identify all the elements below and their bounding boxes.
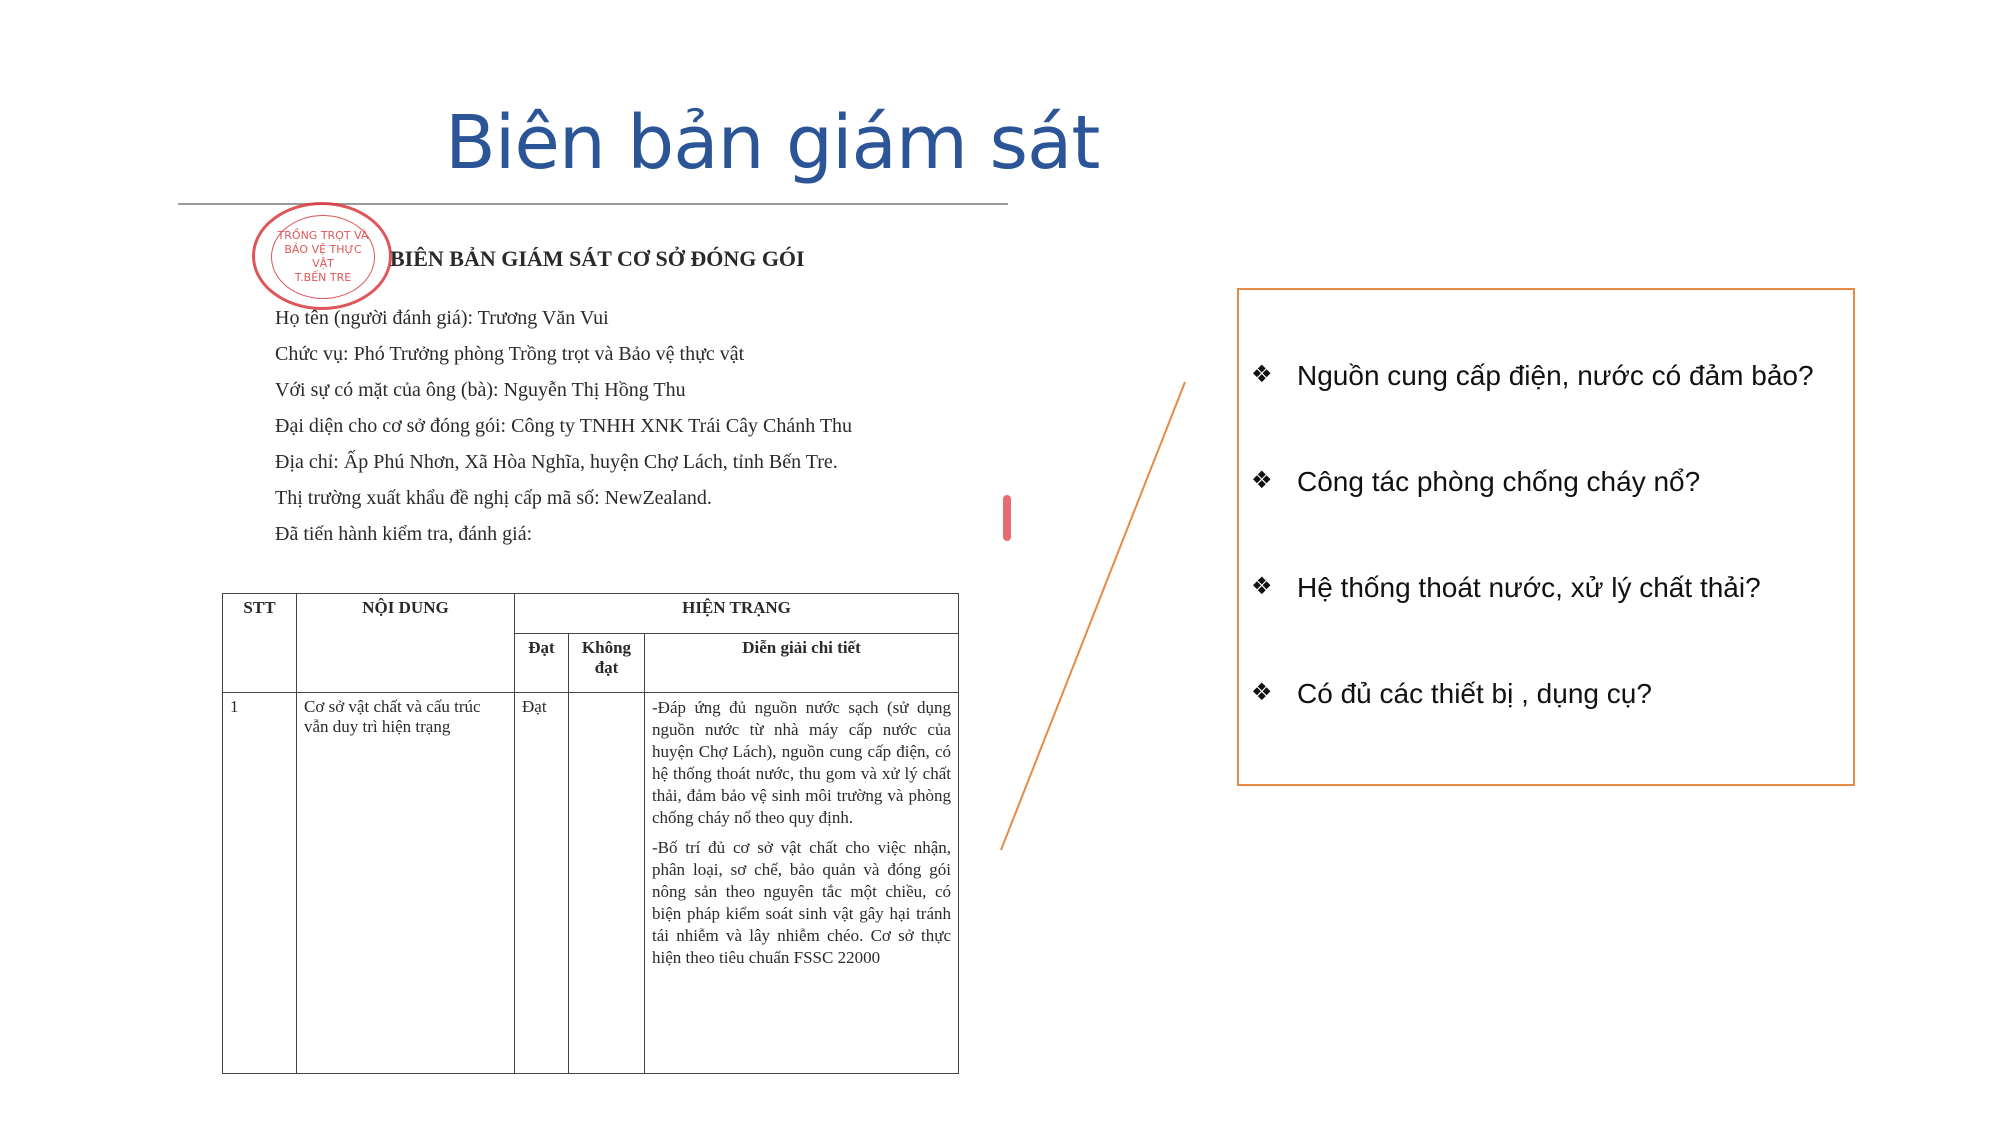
diamond-bullet-icon: ❖ bbox=[1251, 572, 1273, 600]
info-line: Đã tiến hành kiểm tra, đánh giá: bbox=[275, 523, 533, 545]
cell-pass: Đạt bbox=[515, 693, 569, 1074]
diamond-bullet-icon: ❖ bbox=[1251, 678, 1273, 706]
question-item bbox=[1251, 466, 1814, 572]
diamond-bullet-icon: ❖ bbox=[1251, 466, 1273, 494]
question-item bbox=[1251, 360, 1814, 466]
question-text: Nguồn cung cấp điện, nước có đảm bảo? bbox=[1297, 360, 1814, 391]
cell-content: Cơ sở vật chất và cấu trúc vẫn duy trì hiện trạng bbox=[297, 693, 515, 1074]
info-line: Địa chỉ: Ấp Phú Nhơn, Xã Hòa Nghĩa, huyện Chợ Lách, tỉnh Bến Tre. bbox=[275, 451, 838, 473]
question-text: Có đủ các thiết bị , dụng cụ? bbox=[1297, 678, 1652, 709]
detail-paragraph: -Đáp ứng đủ nguồn nước sạch (sử dụng nguồn nước từ nhà máy cấp nước của huyện Chợ Lách), nguồn cung cấp điện, có hệ thống thoát nước, thu gom và xử lý chất thải, đảm bảo vệ sinh môi trường và phòng chống cháy nổ theo quy định. bbox=[652, 698, 951, 827]
info-line: Đại diện cho cơ sở đóng gói: Công ty TNHH XNK Trái Cây Chánh Thu bbox=[275, 415, 853, 437]
question-item bbox=[1251, 572, 1814, 678]
info-line: Họ tên (người đánh giá): Trương Văn Vui bbox=[275, 307, 609, 329]
document-heading: BIÊN BẢN GIÁM SÁT CƠ SỞ ĐÓNG GÓI bbox=[390, 246, 805, 271]
header-stt: STT bbox=[223, 594, 297, 693]
stamp-line: BẢO VỆ THỰC VẬT bbox=[284, 243, 362, 270]
slide-title: Biên bản giám sát bbox=[445, 100, 1100, 186]
stamp-line: TRỒNG TRỌT VÀ bbox=[277, 229, 369, 242]
question-item bbox=[1251, 678, 1814, 784]
header-fail: Không đạt bbox=[569, 634, 645, 693]
question-list bbox=[1251, 360, 1814, 784]
question-text: Hệ thống thoát nước, xử lý chất thải? bbox=[1297, 572, 1761, 603]
header-detail: Diễn giải chi tiết bbox=[645, 634, 959, 693]
cell-stt: 1 bbox=[223, 693, 297, 1074]
header-content: NỘI DUNG bbox=[297, 594, 515, 693]
diamond-bullet-icon: ❖ bbox=[1251, 360, 1273, 388]
info-line: Với sự có mặt của ông (bà): Nguyễn Thị Hồng Thu bbox=[275, 379, 686, 401]
question-box bbox=[1237, 288, 1855, 786]
header-pass: Đạt bbox=[515, 634, 569, 693]
stamp-line: T.BẾN TRE bbox=[294, 271, 352, 284]
info-line: Thị trường xuất khẩu đề nghị cấp mã số: NewZealand. bbox=[275, 487, 712, 509]
detail-paragraph: -Bố trí đủ cơ sở vật chất cho việc nhận, phân loại, sơ chế, bảo quản và đóng gói nông sản theo nguyên tắc một chiều, có biện pháp kiểm soát sinh vật gây hại tránh tái nhiễm và lây nhiễm chéo. Cơ sở thực hiện theo tiêu chuẩn FSSC 22000 bbox=[652, 838, 951, 967]
info-line: Chức vụ: Phó Trưởng phòng Trồng trọt và Bảo vệ thực vật bbox=[275, 343, 745, 365]
header-status: HIỆN TRẠNG bbox=[515, 594, 959, 634]
question-text: Công tác phòng chống cháy nổ? bbox=[1297, 466, 1701, 497]
